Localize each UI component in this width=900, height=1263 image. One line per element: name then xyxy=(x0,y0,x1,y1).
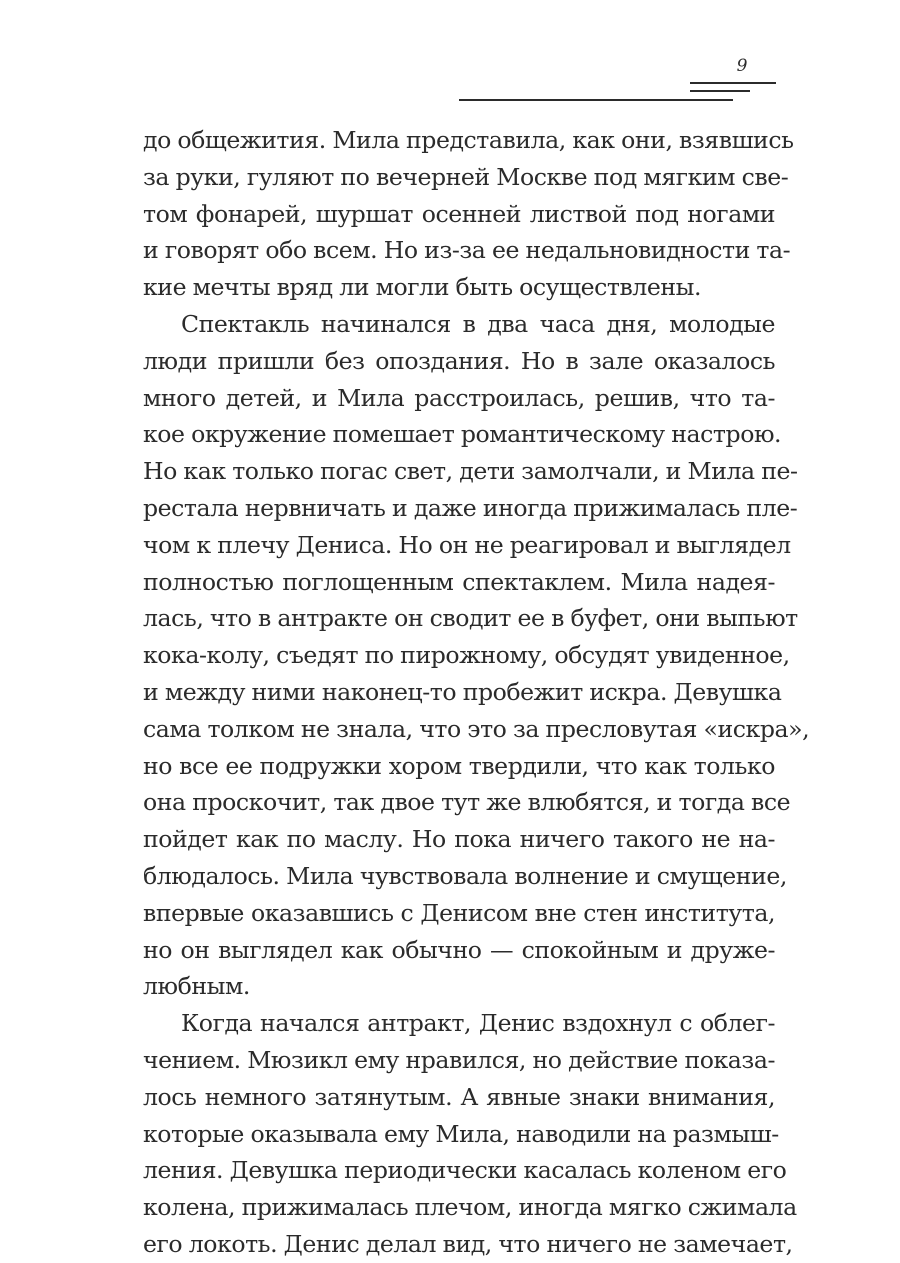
text-line: кие мечты вряд ли могли быть осуществлены. xyxy=(143,273,702,302)
text-line: она проскочит, так двое тут же влюбятся, и тогда все xyxy=(143,788,791,817)
text-line: люди пришли без опоздания. Но в зале оказалось xyxy=(143,346,775,375)
header-rule xyxy=(690,82,776,84)
text-line: и говорят обо всем. Но из-за ее недальновидности та- xyxy=(143,236,791,265)
page-header xyxy=(0,0,900,110)
header-rule xyxy=(459,99,733,101)
text-line: до общежития. Мила представила, как они, взявшись xyxy=(143,126,794,154)
text-line: рестала нервничать и даже иногда прижималась пле- xyxy=(143,493,798,522)
text-line: за руки, гуляют по вечерней Москве под мягким све- xyxy=(143,162,789,191)
text-line: любным. xyxy=(143,972,250,1001)
text-line: Когда начался антракт, Денис вздохнул с облег- xyxy=(181,1009,775,1038)
text-line: чом к плечу Дениса. Но он не реагировал и выглядел xyxy=(143,530,791,559)
text-line: блюдалось. Мила чувствовала волнение и смущение, xyxy=(143,861,787,890)
text-line: колена, прижималась плечом, иногда мягко сжимала xyxy=(143,1193,797,1222)
text-line: которые оказывала ему Мила, наводили на размыш- xyxy=(143,1119,779,1148)
page-number: 9 xyxy=(736,56,748,76)
text-line: Но как только погас свет, дети замолчали, и Мила пе- xyxy=(143,457,798,486)
text-line: впервые оказавшись с Денисом вне стен института, xyxy=(143,898,775,927)
text-line: полностью поглощенным спектаклем. Мила надея- xyxy=(143,567,775,596)
text-line: чением. Мюзикл ему нравился, но действие показа- xyxy=(143,1045,775,1074)
text-line: кока-колу, съедят по пирожному, обсудят увиденное, xyxy=(143,641,790,670)
text-line: пойдет как по маслу. Но пока ничего такого не на- xyxy=(143,825,775,854)
text-line: и между ними наконец-то пробежит искра. Девушка xyxy=(143,677,782,706)
paragraph xyxy=(143,122,794,306)
text-line: ления. Девушка периодически касалась коленом его xyxy=(143,1156,787,1185)
text-line: лось немного затянутым. А явные знаки внимания, xyxy=(143,1082,775,1111)
text-line: его локоть. Денис делал вид, что ничего не замечает, xyxy=(143,1229,793,1258)
text-line: Спектакль начинался в два часа дня, молодые xyxy=(181,309,775,338)
text-line: том фонарей, шуршат осенней листвой под ногами xyxy=(143,199,775,228)
text-line: но он выглядел как обычно — спокойным и друже- xyxy=(143,935,775,964)
text-line: сама толком не знала, что это за пресловутая «искра», xyxy=(143,714,810,743)
text-line: лась, что в антракте он сводит ее в буфет, они выпьют xyxy=(143,604,798,633)
text-line: но все ее подружки хором твердили, что как только xyxy=(143,751,775,780)
text-line: много детей, и Мила расстроилась, решив, что та- xyxy=(143,383,775,412)
body-text xyxy=(143,122,810,1263)
text-line: кое окружение помешает романтическому настрою. xyxy=(143,420,782,449)
header-rule xyxy=(690,90,750,92)
paragraph xyxy=(143,306,810,1005)
paragraph xyxy=(143,1005,797,1263)
